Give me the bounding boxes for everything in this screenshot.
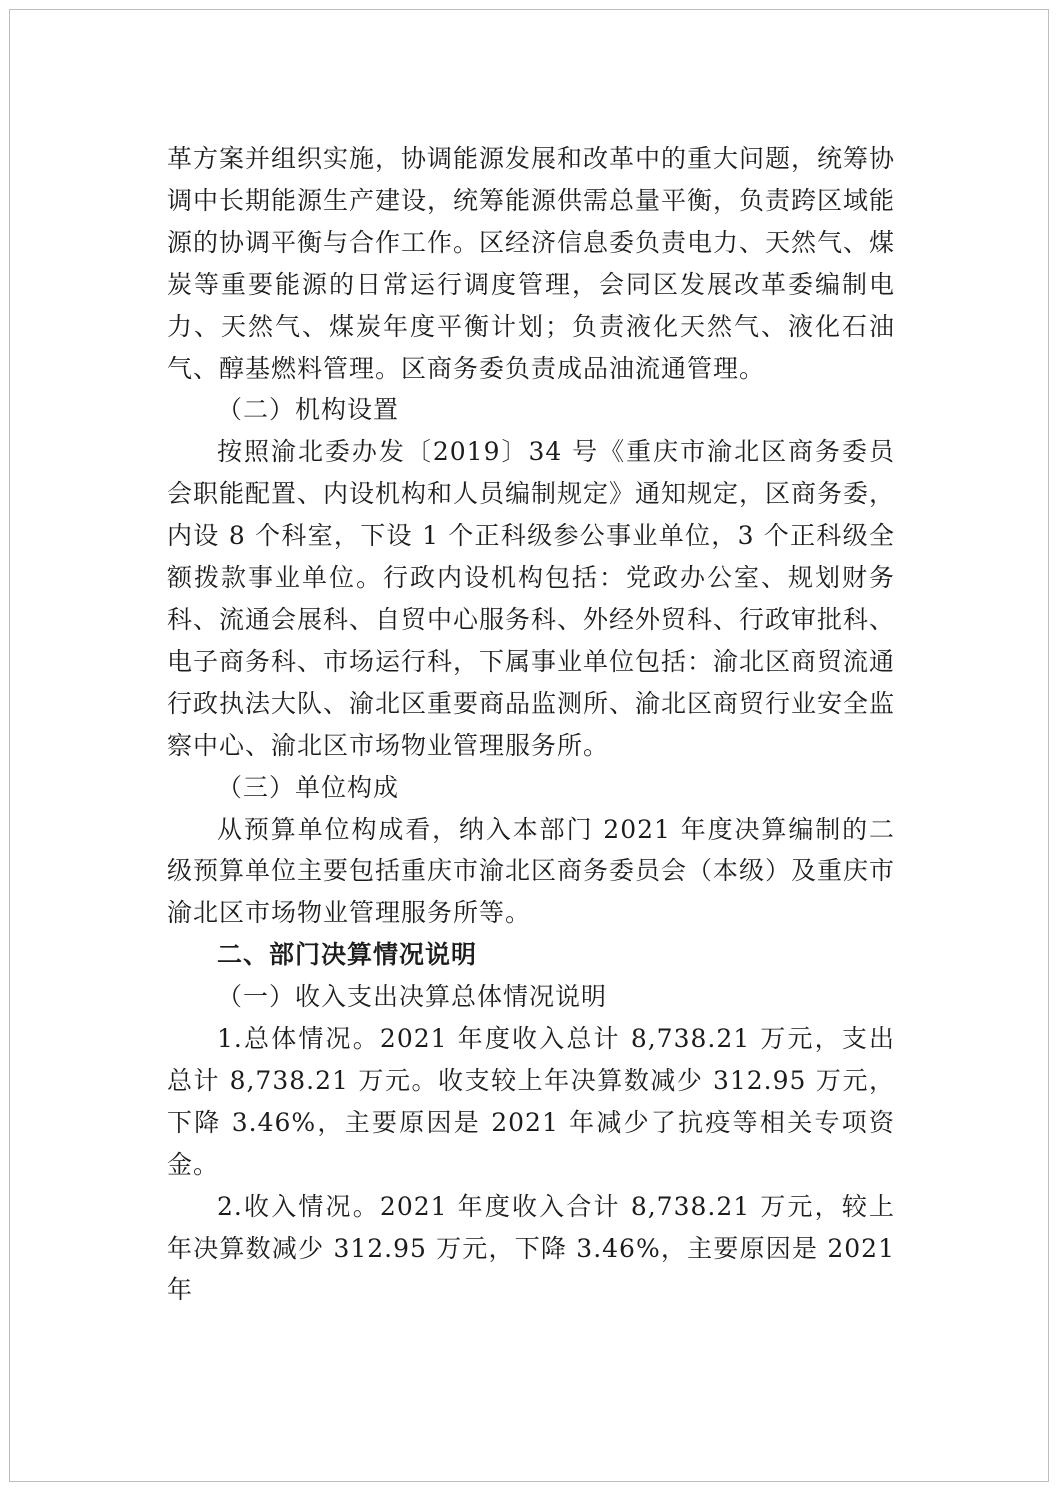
heading-income-expense-overview: （一）收入支出决算总体情况说明: [217, 982, 608, 1012]
heading-organization-setup: （二）机构设置: [217, 395, 400, 425]
paragraph-unit-composition: 从预算单位构成看，纳入本部门 2021 年度决算编制的二级预算单位主要包括重庆市渝北区商务委员会（本级）及重庆市渝北区市场物业管理服务所等。: [167, 814, 896, 928]
section-title-final-accounts: 二、部门决算情况说明: [217, 940, 478, 970]
paragraph-energy-duties: 革方案并组织实施，协调能源发展和改革中的重大问题，统筹协调中长期能源生产建设，统筹能源供需总量平衡，负责跨区域能源的协调平衡与合作工作。区经济信息委负责电力、天然气、煤炭等重要能源的日常运行调度管理，会同区发展改革委编制电力、天然气、煤炭年度平衡计划；负责液化天然气、液化石油气、醇基燃料管理。区商务委负责成品油流通管理。: [167, 144, 896, 383]
document-body: [167, 138, 895, 1311]
paragraph-income-situation: 2.收入情况。2021 年度收入合计 8,738.21 万元，较上年决算数减少 312.95 万元，下降 3.46%，主要原因是 2021 年: [167, 1191, 895, 1305]
paragraph-overall-situation: 1.总体情况。2021 年度收入总计 8,738.21 万元，支出总计 8,738.21 万元。收支较上年决算数减少 312.95 万元，下降 3.46%，主要原因是 2021 年减少了抗疫等相关专项资金。: [167, 1024, 895, 1179]
heading-unit-composition: （三）单位构成: [217, 772, 400, 802]
paragraph-organization-setup: 按照渝北委办发〔2019〕34 号《重庆市渝北区商务委员会职能配置、内设机构和人员编制规定》通知规定，区商务委，内设 8 个科室，下设 1 个正科级参公事业单位，3 个正科级全额拨款事业单位。行政内设机构包括：党政办公室、规划财务科、流通会展科、自贸中心服务科、外经外贸科、行政审批科、电子商务科、市场运行科，下属事业单位包括：渝北区商贸流通行政执法大队、渝北区重要商品监测所、渝北区商贸行业安全监察中心、渝北区市场物业管理服务所。: [167, 437, 896, 760]
